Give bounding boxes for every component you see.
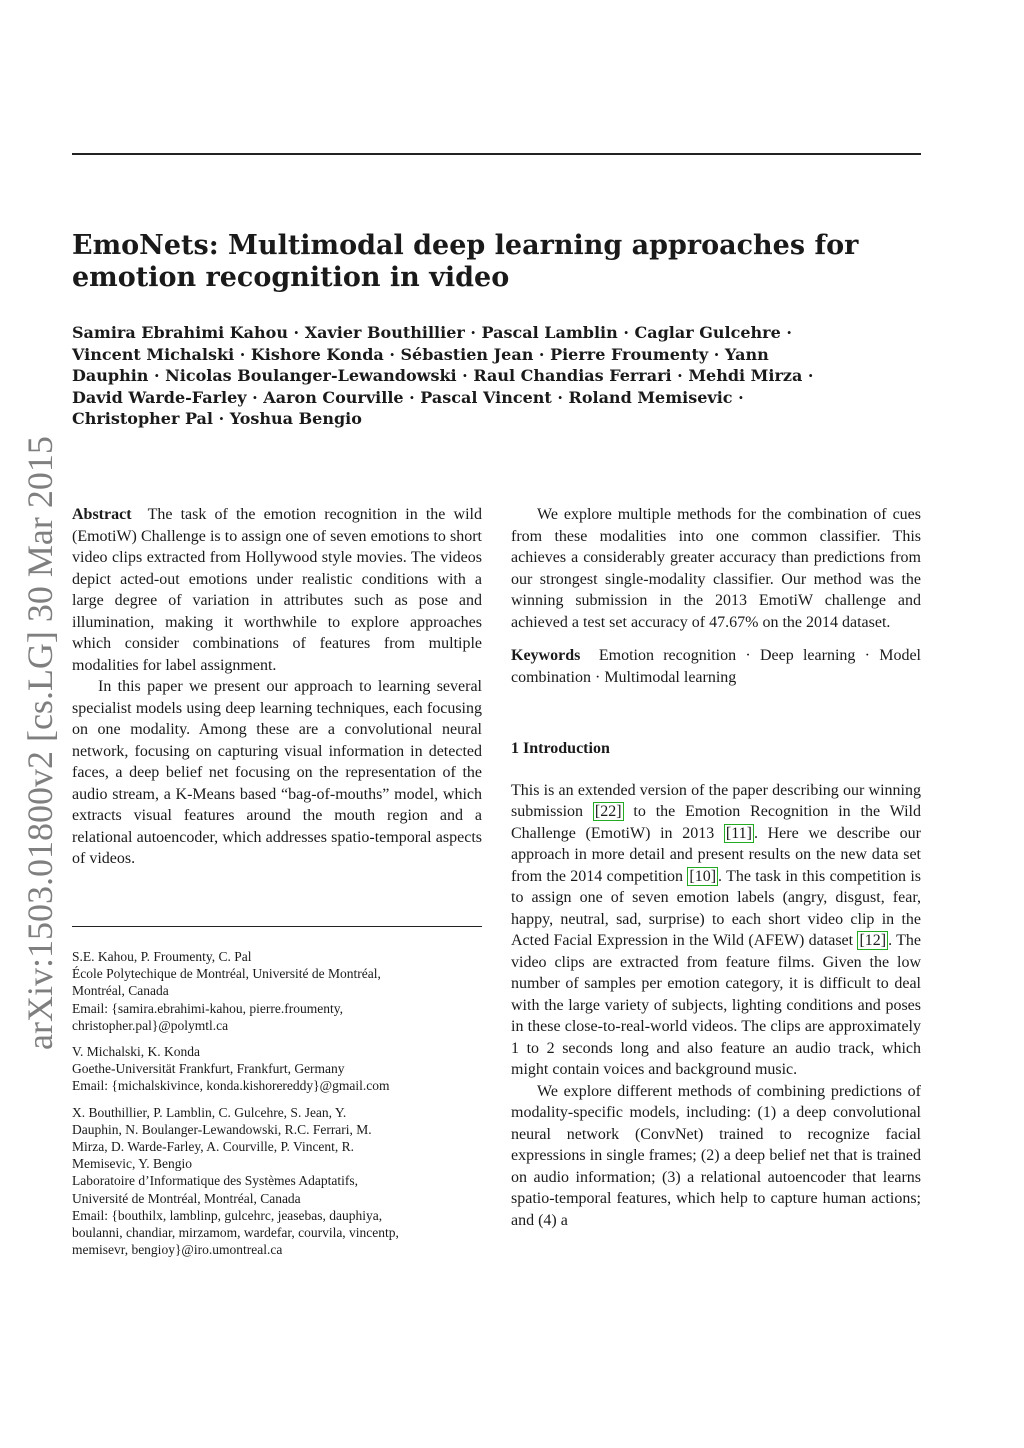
affiliation-line: S.E. Kahou, P. Froumenty, C. Pal <box>72 949 252 964</box>
affiliation-email: Email: {michalskivince, konda.kishorereddy}@gmail.com <box>72 1078 390 1094</box>
citation-link[interactable]: [11] <box>725 824 752 842</box>
citation-link[interactable]: [12] <box>859 932 887 949</box>
affiliation-block <box>72 948 492 1034</box>
keywords-text: Emotion recognition · Deep learning · Model combination · Multimodal learning <box>511 647 922 686</box>
affiliation-line: Université de Montréal, Montréal, Canada <box>72 1190 301 1206</box>
intro-paragraph-2: We explore different methods of combining predictions of modality-specific models, including: (1) a deep convolutional neural network (ConvNet) trained to recognize facial expressions in single frames; (2) a deep belief net that is trained on audio information; (3) a relational autoencoder that learns spatio-temporal features, which help to capture human actions; and (4) a <box>511 1082 921 1229</box>
right-column <box>511 504 921 1231</box>
affiliation-line: École Polytechique de Montréal, Université de Montréal, <box>72 966 381 982</box>
affiliation-line: Goethe-Universität Frankfurt, Frankfurt, Germany <box>72 1061 345 1077</box>
author-line: Dauphin · Nicolas Boulanger-Lewandowski · Raul Chandias Ferrari · Mehdi Mirza · <box>72 366 814 385</box>
arxiv-stamp: arXiv:1503.01800v2 [cs.LG] 30 Mar 2015 <box>20 436 60 1050</box>
author-list <box>72 322 932 430</box>
affiliation-email: memisevr, bengioy}@iro.umontreal.ca <box>72 1242 283 1258</box>
abstract-text: The task of the emotion recognition in the wild (EmotiW) Challenge is to assign one of seven emotions to short video clips extracted from Hollywood style movies. The videos depict acted-out emotions under realistic conditions with a large degree of variation in attributes such as pose and illumination, making it worthwhile to explore approaches which consider combinations of features from multiple modalities for label assignment. <box>72 506 483 674</box>
affiliation-email: Email: {bouthilx, lamblinp, gulcehrc, jeasebas, dauphiya, <box>72 1207 383 1223</box>
affiliation-line: V. Michalski, K. Konda <box>72 1044 200 1060</box>
affiliation-line: Montréal, Canada <box>72 983 169 999</box>
paper-title: EmoNets: Multimodal deep learning approaches for emotion recognition in video <box>72 230 859 293</box>
keywords-paragraph <box>511 645 921 688</box>
author-line: David Warde-Farley · Aaron Courville · Pascal Vincent · Roland Memisevic · <box>72 387 744 407</box>
keywords-label: Keywords <box>511 647 581 664</box>
affiliation-email: christopher.pal}@polymtl.ca <box>72 1017 229 1033</box>
affiliation-block <box>72 1104 492 1259</box>
affiliation-line: Dauphin, N. Boulanger-Lewandowski, R.C. Ferrari, M. <box>72 1121 372 1137</box>
intro-paragraph-1: This is an extended version of the paper describing our winning submission [22] to the Emotion Recognition in the Wild Challenge (EmotiW) in 2013 [11] . Here we describe our approach in more detail and present results on the new data set from the 2014 competition [10] . The task in this competition is to assign one of seven emotion labels (angry, disgust, fear, happy, neutral, sad, surprise) to each short video clip in the Acted Facial Expression in the Wild (AFEW) dataset [12] . The video clips are extracted from feature films. Given the low number of samples per emotion category, it is difficult to deal with the large variety of subjects, lighting conditions and poses in these close-to-real-world videos. The clips are approximately 1 to 2 seconds long and also feature an audio track, which might contain voices and background music. <box>511 781 922 1078</box>
author-line: Vincent Michalski · Kishore Konda · Sébastien Jean · Pierre Froumenty · Yann <box>72 344 769 364</box>
abstract-paragraph-3: We explore multiple methods for the combination of cues from these modalities into one common classifier. This achieves a considerably greater accuracy than predictions from our strongest single-modality classifier. Our method was the winning submission in the 2013 EmotiW challenge and achieved a test set accuracy of 47.67% on the 2014 dataset. <box>511 506 921 631</box>
affiliation-line: X. Bouthillier, P. Lamblin, C. Gulcehre, S. Jean, Y. <box>72 1104 347 1120</box>
affiliation-block <box>72 1043 492 1095</box>
author-line: Samira Ebrahimi Kahou · Xavier Bouthillier · Pascal Lamblin · Caglar Gulcehre · <box>72 323 792 342</box>
affiliation-line: Mirza, D. Warde-Farley, A. Courville, P. Vincent, R. <box>72 1139 355 1155</box>
affiliations <box>72 948 492 1267</box>
abstract-paragraph-2: In this paper we present our approach to learning several specialist models using deep learning techniques, each focusing on one modality. Among these are a convolutional neural network, focusing on capturing visual information in detected faces, a deep belief net focusing on the representation of the audio stream, a K-Means based “bag-of-mouths” model, which extracts visual features around the mouth region and a relational autoencoder, which addresses spatio-temporal aspects of videos. <box>72 678 482 867</box>
section-heading-introduction: 1 Introduction <box>511 740 610 757</box>
footnote-rule <box>72 926 482 927</box>
header-rule <box>72 153 921 155</box>
citation-link[interactable]: [10] <box>689 867 717 885</box>
author-line: Christopher Pal · Yoshua Bengio <box>72 409 362 428</box>
affiliation-email: boulanni, chandiar, mirzamom, wardefar, courvila, vincentp, <box>72 1225 399 1241</box>
citation-link[interactable]: [22] <box>594 803 622 820</box>
affiliation-email: Email: {samira.ebrahimi-kahou, pierre.froumenty, <box>72 1000 344 1016</box>
abstract-paragraph <box>72 504 482 676</box>
affiliation-line: Laboratoire d’Informatique des Systèmes Adaptatifs, <box>72 1173 359 1189</box>
affiliation-line: Memisevic, Y. Bengio <box>72 1156 192 1172</box>
abstract-label: Abstract <box>72 506 132 523</box>
left-column <box>72 504 482 870</box>
